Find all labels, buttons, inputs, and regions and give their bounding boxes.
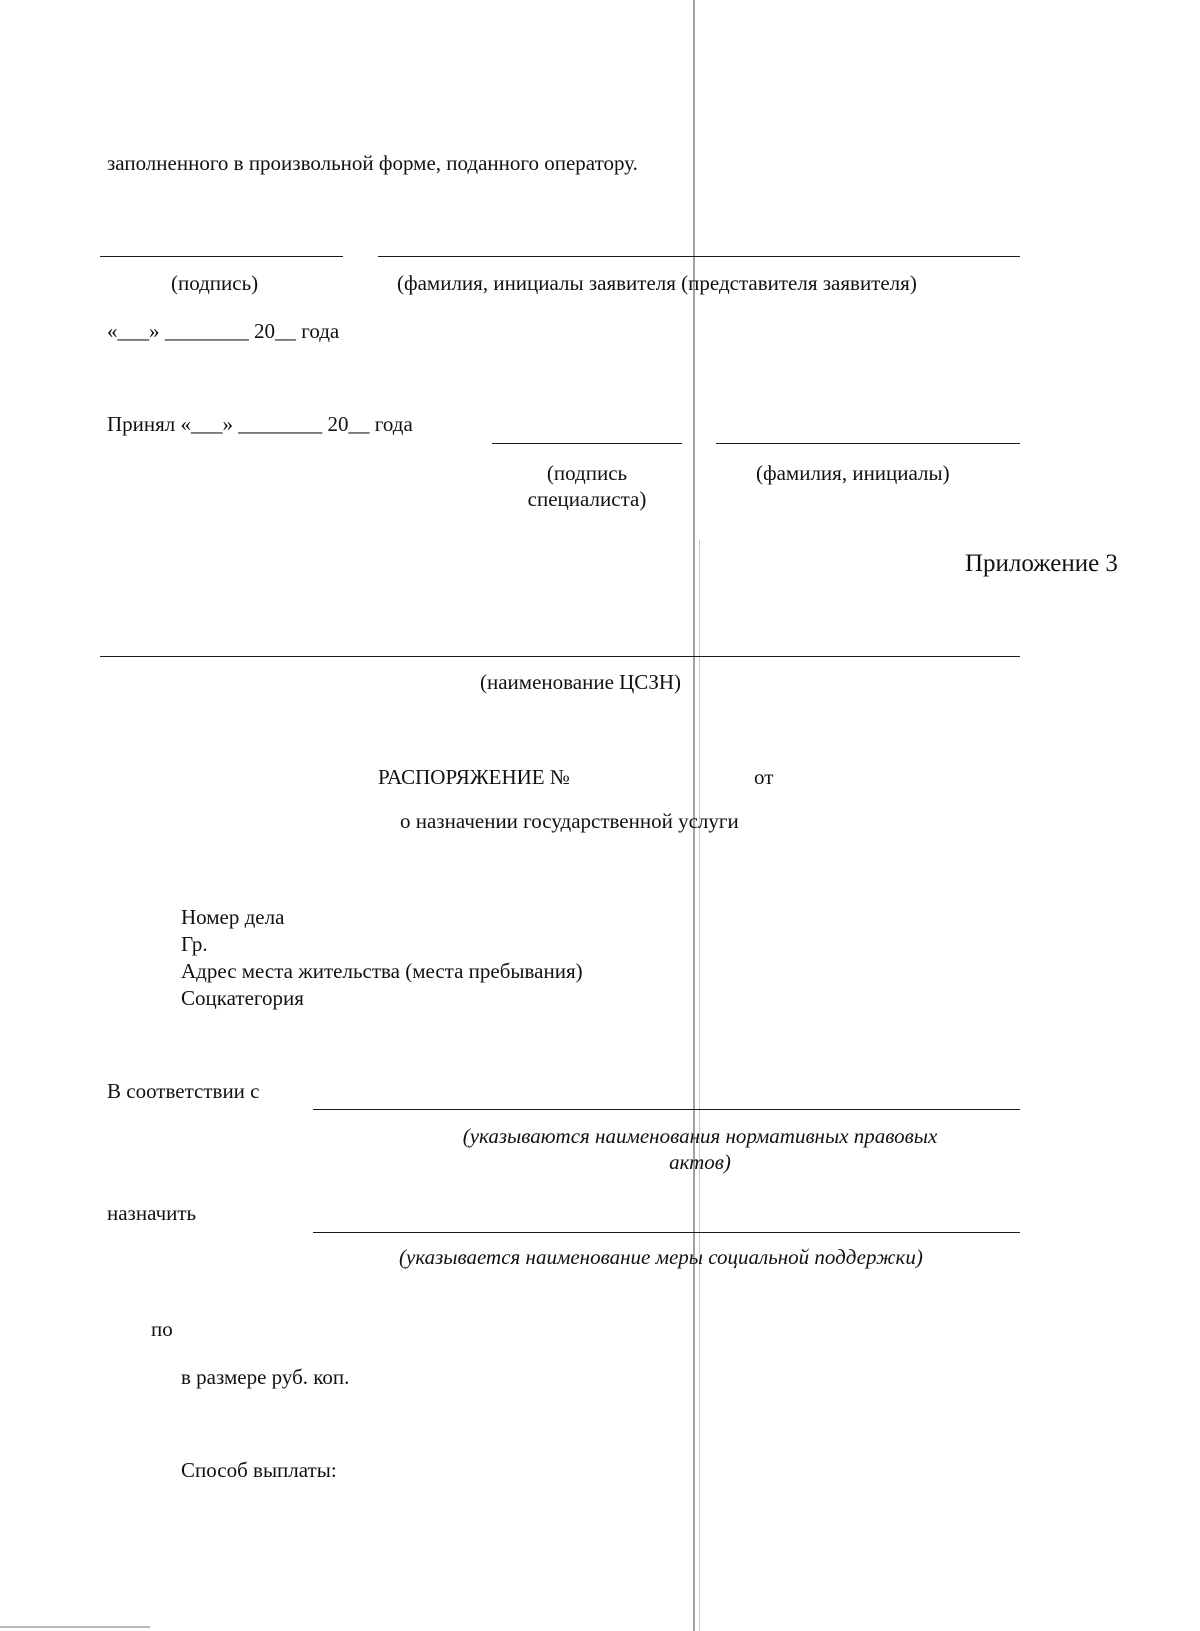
order-title: РАСПОРЯЖЕНИЕ №	[378, 765, 570, 789]
accepted-text: Принял «___» ________ 20__ года	[107, 412, 413, 436]
applicant-caption: (фамилия, инициалы заявителя (представителя заявителя)	[397, 271, 917, 295]
specialist-name-line	[716, 443, 1020, 444]
assign-line	[313, 1232, 1020, 1233]
appendix-label: Приложение 3	[965, 550, 1118, 577]
specialist-caption	[492, 460, 682, 512]
date-line: «___» ________ 20__ года	[107, 319, 340, 343]
case-number-label: Номер дела	[181, 905, 285, 929]
specialist-signature-line	[492, 443, 682, 444]
basis-hint-line1: (указываются наименования нормативных правовых	[462, 1124, 938, 1148]
name-caption: (фамилия, инициалы)	[756, 461, 950, 485]
scan-bottom-edge	[0, 1626, 150, 1628]
org-caption: (наименование ЦСЗН)	[480, 670, 681, 694]
order-subject: о назначении государственной услуги	[400, 809, 739, 833]
period-to-label: по	[151, 1317, 173, 1341]
citizen-label: Гр.	[181, 932, 208, 956]
org-name-line	[100, 656, 1020, 657]
assign-hint: (указывается наименование меры социальной поддержки)	[399, 1245, 923, 1269]
assign-label: назначить	[107, 1201, 197, 1225]
specialist-caption-line2: специалиста)	[527, 487, 647, 511]
social-category-label: Соцкатегория	[181, 986, 304, 1010]
applicant-name-line	[378, 256, 1020, 257]
basis-hint-line2: актов)	[669, 1150, 731, 1174]
order-date-word: от	[754, 765, 774, 789]
specialist-caption-line1: (подпись	[546, 461, 628, 485]
basis-label: В соответствии с	[107, 1079, 260, 1103]
signature-caption: (подпись)	[171, 271, 259, 295]
amount-label: в размере руб. коп.	[181, 1365, 350, 1389]
address-label: Адрес места жительства (места пребывания)	[181, 959, 583, 983]
payment-method-label: Способ выплаты:	[181, 1458, 337, 1482]
signature-line	[100, 256, 343, 257]
basis-hint	[380, 1123, 1020, 1175]
scan-fold-line-shadow	[699, 540, 700, 1631]
continuation-text: заполненного в произвольной форме, поданного оператору.	[107, 151, 638, 175]
basis-line	[313, 1109, 1020, 1110]
